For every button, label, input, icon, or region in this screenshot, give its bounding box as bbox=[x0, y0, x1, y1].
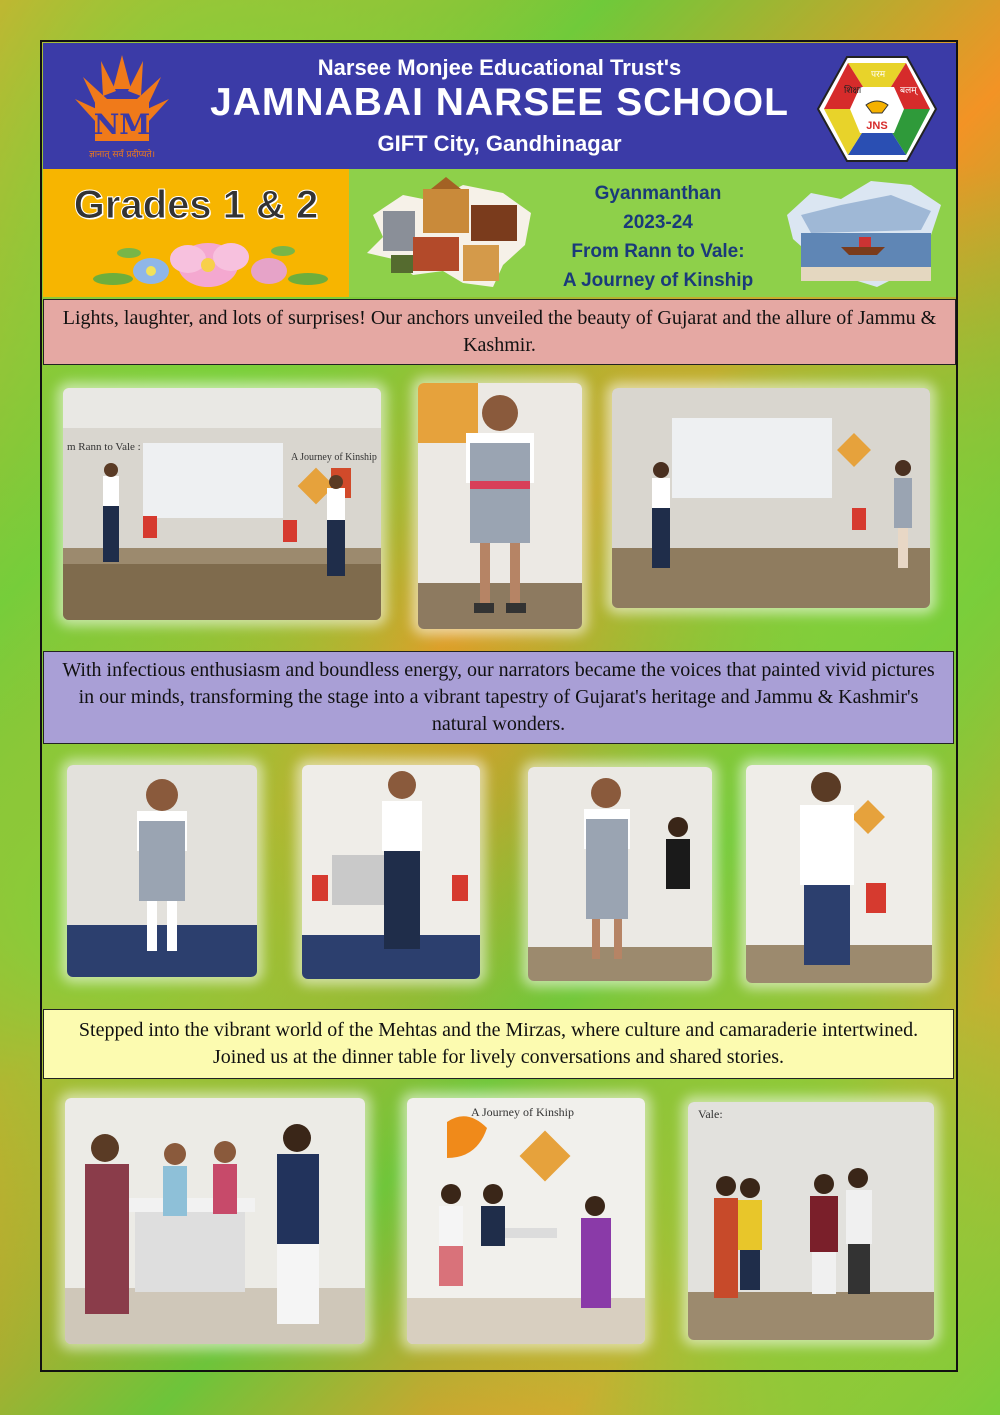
photo-dinner-table-1 bbox=[65, 1098, 365, 1344]
caption-dinner-table-text: Stepped into the vibrant world of the Mehtas and the Mirzas, where culture and camaraderie intertwined. Joined us at the dinner table for lively conversations and shared stories. bbox=[78, 1019, 919, 1068]
jns-logo-word-1: शिक्षा bbox=[844, 86, 862, 96]
caption-narrators-text: With infectious enthusiasm and boundless energy, our narrators became the voices that painted vivid pictures in our minds, transforming the stage into a vibrant tapestry of Gujarat's heritage and Jammu & Kashmir's natural wonders. bbox=[62, 659, 935, 735]
jns-logo bbox=[816, 53, 938, 165]
photo-anchors-stage-wide bbox=[63, 388, 381, 620]
jns-logo-word-2: परम bbox=[871, 70, 886, 80]
photo-dinner-table-3 bbox=[688, 1102, 934, 1340]
jns-logo-initials: JNS bbox=[866, 120, 888, 132]
trust-name: Narsee Monjee Educational Trust's bbox=[317, 55, 682, 80]
photo-narrator-girl-1 bbox=[67, 765, 257, 977]
nm-logo-motto: ज्ञानात् सर्वं प्रदीप्यते। bbox=[88, 150, 156, 160]
event-name: Gyanmanthan bbox=[594, 183, 722, 204]
grades-panel bbox=[43, 169, 349, 297]
flower-decoration bbox=[83, 229, 333, 295]
stage-sign-vale: Vale: bbox=[698, 1107, 723, 1121]
caption-dinner-table bbox=[43, 1009, 954, 1079]
jammu-kashmir-map-collage bbox=[781, 175, 951, 293]
gujarat-map-collage bbox=[353, 175, 543, 293]
school-header bbox=[43, 43, 956, 169]
stage-sign-rann: m Rann to Vale : bbox=[67, 441, 141, 453]
jns-logo-word-3: बलम् bbox=[900, 86, 917, 96]
caption-anchors bbox=[43, 299, 956, 365]
grades-title: Grades 1 & 2 bbox=[73, 183, 319, 227]
event-theme-line-2: A Journey of Kinship bbox=[562, 270, 754, 291]
stage-sign-kinship: A Journey of Kinship bbox=[291, 452, 377, 463]
stage-sign-kinship-2: A Journey of Kinship bbox=[471, 1105, 574, 1119]
photo-dinner-table-2 bbox=[407, 1098, 645, 1344]
event-banner bbox=[43, 169, 956, 297]
photo-narrator-boy-1 bbox=[302, 765, 480, 979]
photo-narrator-girl-2 bbox=[528, 767, 712, 981]
school-location: GIFT City, Gandhinagar bbox=[377, 131, 622, 156]
photo-anchors-stage-wide-2 bbox=[612, 388, 930, 608]
school-name: JAMNABAI NARSEE SCHOOL bbox=[210, 81, 789, 124]
photo-narrator-boy-2 bbox=[746, 765, 932, 983]
event-title bbox=[538, 179, 778, 295]
event-year: 2023-24 bbox=[623, 212, 693, 233]
caption-anchors-text: Lights, laughter, and lots of surprises! Our anchors unveiled the beauty of Gujarat and the allure of Jammu & Kashmir. bbox=[62, 307, 937, 356]
photo-anchor-girl bbox=[418, 383, 582, 629]
caption-narrators bbox=[43, 651, 954, 744]
event-theme-line-1: From Rann to Vale: bbox=[571, 241, 745, 262]
nm-logo-initials: NM bbox=[93, 108, 151, 141]
